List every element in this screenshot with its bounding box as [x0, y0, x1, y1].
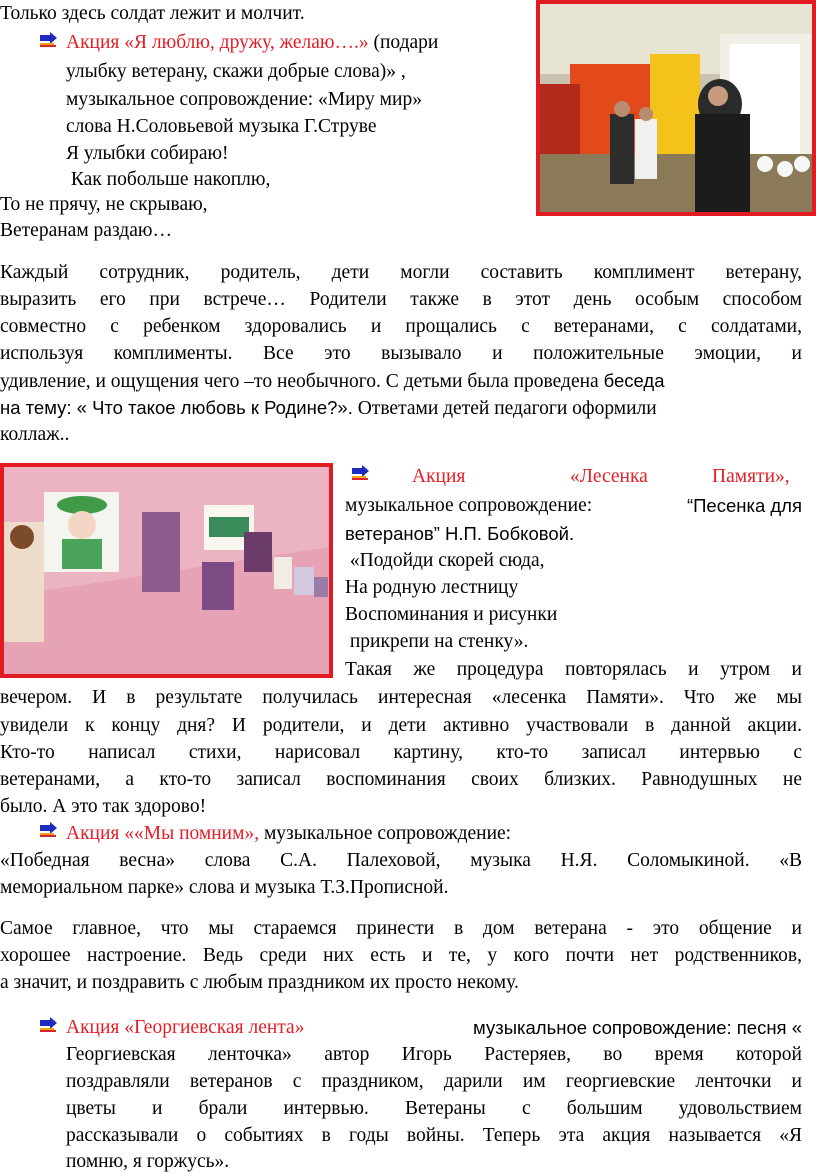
poem2-line3: Воспоминания и рисунки [345, 604, 558, 625]
para1-line1: Каждый сотрудник, родитель, дети могли составить комплимент ветерану, [0, 262, 802, 283]
poem1-line2: Как побольше накоплю, [66, 169, 271, 190]
poem2-line1: «Подойди скорей сюда, [345, 550, 545, 571]
action3-title-rest: музыкальное сопровождение: [259, 823, 512, 844]
action4-heading [66, 1016, 802, 1040]
para2-line5: было. А это так здорово! [0, 796, 207, 817]
action2-title-word1: Акция [412, 466, 466, 487]
action4-line5: рассказывали о событиях в годы войны. Теперь эта акция называется «Я [66, 1125, 802, 1146]
poem1-line4: Ветеранам раздаю… [0, 220, 172, 241]
action1-line2: улыбку ветерану, скажи добрые слова)» , [66, 61, 406, 82]
para2-line1: вечером. И в результате получилась интересная «лесенка Памяти». Что же мы [0, 687, 802, 708]
action2-line8: Такая же процедура повторялась и утром и [345, 659, 802, 680]
para1-line6-topic: на тему: « Что такое любовь к Родине?». [0, 397, 353, 418]
poem2-line2: На родную лестницу [345, 577, 519, 598]
poem2-line4: прикрепи на стенку». [345, 631, 529, 652]
action1-title: Акция «Я люблю, дружу, желаю….» [66, 32, 369, 53]
action1-heading [66, 31, 438, 55]
action3-line2: «Победная весна» слова С.А. Палеховой, музыка Н.Я. Соломыкиной. «В [0, 850, 802, 871]
para1-line5-topic: беседа [603, 370, 665, 391]
action2-line2 [345, 494, 802, 518]
action1-line4: слова Н.Соловьевой музыка Г.Струве [66, 116, 377, 137]
action3-line3: мемориальном парке» слова и музыка Т.З.Прописной. [0, 877, 449, 898]
wall-drawings-photo [0, 463, 333, 678]
arrow-bullet-icon [350, 465, 370, 481]
poem1-line1: Я улыбки собираю! [66, 143, 229, 164]
para3-line2: хорошее настроение. Ведь среди них есть и те, у кого почти нет родственников, [0, 945, 802, 966]
action4-line6: помню, я горжусь». [66, 1151, 230, 1172]
para2-line4: ветеранами, а кто-то записал воспоминания своих близких. Равнодушных не [0, 769, 802, 790]
para1-line5 [0, 369, 665, 394]
action2-song-title: “Песенка для [686, 495, 802, 516]
action4-title: Акция «Георгиевская лента» [66, 1017, 305, 1038]
para3-line3: а значит, и поздравить с любым праздником их просто некому. [0, 972, 519, 993]
arrow-bullet-icon [38, 1017, 58, 1033]
action4-line4: цветы и брали интервью. Ветераны с большим удовольствием [66, 1098, 802, 1119]
action2-line3: ветеранов” Н.П. Бобковой. [345, 523, 575, 544]
poem1-line3: То не прячу, не скрываю, [0, 194, 208, 215]
intro-line: Только здесь солдат лежит и молчит. [0, 3, 305, 24]
para1-line2: выразить его при встрече… Родители также в этот день особым способом [0, 289, 802, 310]
veteran-event-photo [536, 0, 816, 216]
para1-line3: совместно с ребенком здоровались и прощались с ветеранами, с солдатами, [0, 316, 802, 337]
para1-line6-text: Ответами детей педагоги оформили [352, 398, 657, 419]
para1-line7: коллаж.. [0, 424, 70, 445]
para2-line3: Кто-то написал стихи, нарисовал картину, кто-то записал интервью с [0, 742, 802, 763]
para2-line2: увидели к концу дня? И родители, и дети активно участвовали в данной акции. [0, 715, 802, 736]
para1-line4: используя комплименты. Все это вызывало и положительные эмоции, и [0, 343, 802, 364]
action2-title-word2: «Лесенка [570, 466, 648, 487]
action2-title-word3: Памяти», [712, 466, 790, 487]
action1-line3: музыкальное сопровождение: «Миру мир» [66, 89, 422, 110]
action4-title-rest: музыкальное сопровождение: песня « [473, 1017, 802, 1038]
action3-title: Акция ««Мы помним», [66, 823, 260, 844]
action4-line3: поздравляли ветеранов с праздником, дарили им георгиевские ленточки и [66, 1071, 802, 1092]
para3-line1: Самое главное, что мы стараемся принести в дом ветерана - это общение и [0, 918, 802, 939]
action4-line2: Георгиевская ленточка» автор Игорь Растеряев, во время которой [66, 1044, 802, 1065]
para1-line6 [0, 396, 657, 421]
action1-title-rest: (подари [368, 32, 439, 53]
action2-line2-text: музыкальное сопровождение: [345, 495, 593, 516]
para1-line5-text: удивление, и ощущения чего –то необычного. С детьми была проведена [0, 371, 604, 392]
action3-heading [66, 822, 511, 846]
arrow-bullet-icon [38, 822, 58, 838]
arrow-bullet-icon [38, 32, 58, 48]
